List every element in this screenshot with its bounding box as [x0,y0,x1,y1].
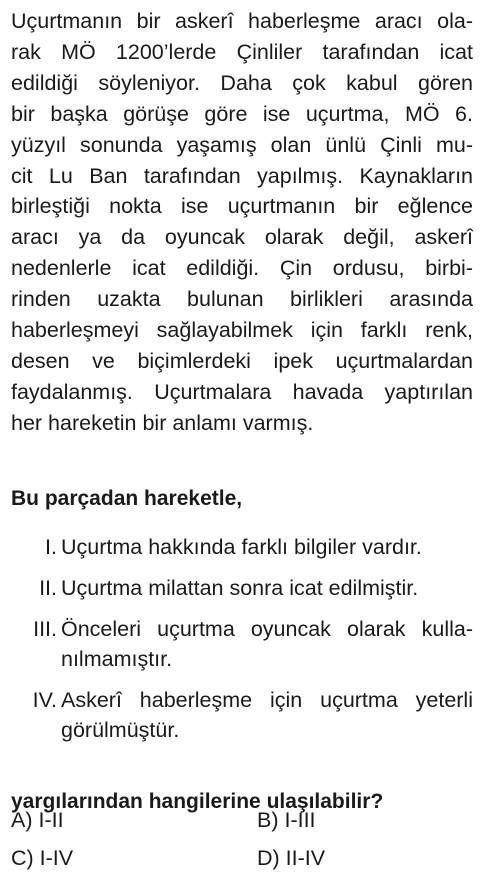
passage-line: her hareketin bir anlamı varmış. [11,410,314,435]
option-d[interactable]: D) II-IV [257,846,326,870]
statement-list [11,532,473,756]
passage-line: haberleşmeyi sağlayabilmek için farklı renk, [11,318,473,343]
statement-text: Uçurtma hakkında farklı bilgiler vardır. [61,535,422,559]
passage-line: birleştiği nokta ise uçurtmanın bir eğlence [11,194,473,219]
passage-line: rinden uzakta bulunan birlikleri arasında [11,287,473,312]
passage-line: desen ve biçimlerdeki ipek uçurtmalardan [11,348,473,373]
statement-text: Askerî haberleşme için uçurtma yeterli [61,688,473,712]
passage-line: edildiği söyleniyor. Daha çok kabul gören [11,70,473,95]
passage-line: Uçurtmanın bir askerî haberleşme aracı ola- [11,9,473,33]
passage-line: rak MÖ 1200’lerde Çinliler tarafından icat [11,39,473,64]
passage-line: faydalanmış. Uçurtmalara havada yaptırılan [11,379,473,404]
passage-line: cit Lu Ban tarafından yapılmış. Kaynakların [11,163,473,188]
option-c[interactable]: C) I-IV [11,846,74,870]
option-a[interactable]: A) I-II [11,808,64,832]
reading-passage [11,6,473,439]
passage-line: aracı ya da oyuncak olarak değil, askerî [11,225,473,250]
statement-text: Önceleri uçurtma oyuncak olarak kulla- [61,617,473,641]
statement-item [11,614,473,674]
passage-line: nedenlerle icat edildiği. Çin ordusu, birbi- [11,256,473,281]
statement-text: görülmüştür. [61,718,180,742]
statement-numeral: III. [33,617,57,641]
option-b[interactable]: B) I-III [257,808,316,832]
statement-text: Uçurtma milattan sonra icat edilmiştir. [61,576,419,600]
statement-numeral: I. [45,535,57,559]
statement-numeral: II. [39,576,57,600]
question-prompt: yargılarından hangilerine ulaşılabilir? [11,790,384,813]
statement-numeral: IV. [32,688,57,712]
statement-text: nılmamıştır. [61,647,173,671]
passage-line: bir başka görüşe göre ise uçurtma, MÖ 6. [11,101,473,126]
passage-line: yüzyıl sonunda yaşamış olan ünlü Çinli mu- [11,132,473,157]
statement-item [11,573,473,603]
statement-item [11,685,473,745]
statement-item [11,532,473,562]
question-stem: Bu parçadan hareketle, [11,487,243,510]
